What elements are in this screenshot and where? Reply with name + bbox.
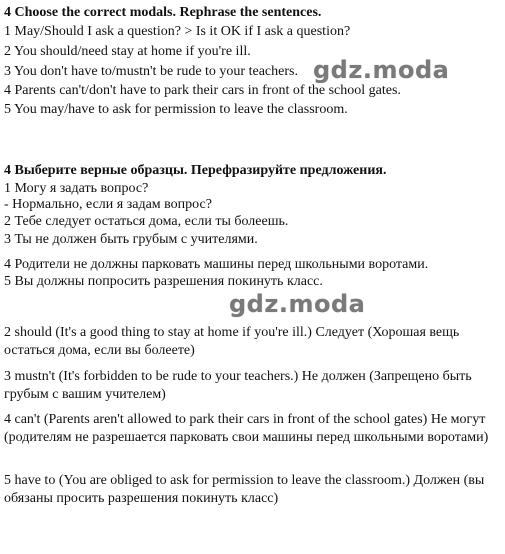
answer-5: 5 have to (You are obliged to ask for permission to leave the classroom.) Должен (вы обязаны просить разрешения покинуть класс) <box>4 473 485 506</box>
task-en-item-4: 4 Parents can't/don't have to park their cars in front of the school gates. <box>4 83 401 98</box>
task-ru-item-1b: - Нормально, если я задам вопрос? <box>4 197 212 212</box>
task-ru-item-1: 1 Могу я задать вопрос? <box>4 181 149 196</box>
task-en-item-2: 2 You should/need stay at home if you're ill. <box>4 44 251 59</box>
task-en-heading: 4 Choose the correct modals. Rephrase the sentences. <box>4 5 322 20</box>
answer-2: 2 should (It's a good thing to stay at home if you're ill.) Следует (Хорошая вещь остаться дома, если вы болеете) <box>4 325 460 358</box>
answer-4: 4 can't (Parents aren't allowed to park their cars in front of the school gates) Не могут (родителям не разрешается парковать свои машины перед школьными воротами) <box>4 412 489 445</box>
task-ru-heading: 4 Выберите верные образцы. Перефразируйте предложения. <box>4 163 387 178</box>
task-en-item-5: 5 You may/have to ask for permission to leave the classroom. <box>4 102 348 117</box>
task-ru-item-2: 2 Тебе следует остаться дома, если ты болеешь. <box>4 214 289 229</box>
task-ru-item-4: 4 Родители не должны парковать машины перед школьными воротами. <box>4 257 429 272</box>
watermark-logo: gdz.moda <box>313 56 450 84</box>
task-ru-item-5: 5 Вы должны попросить разрешения покинуть класс. <box>4 274 323 289</box>
task-en-item-3: 3 You don't have to/mustn't be rude to your teachers. <box>4 64 298 79</box>
task-en-item-1: 1 May/Should I ask a question? > Is it OK if I ask a question? <box>4 24 351 39</box>
task-ru-item-3: 3 Ты не должен быть грубым с учителями. <box>4 232 258 247</box>
watermark-logo-2: gdz.moda <box>229 290 366 318</box>
answer-3: 3 mustn't (It's forbidden to be rude to your teachers.) Не должен (Запрещено быть грубым с вашим учителем) <box>4 369 472 402</box>
